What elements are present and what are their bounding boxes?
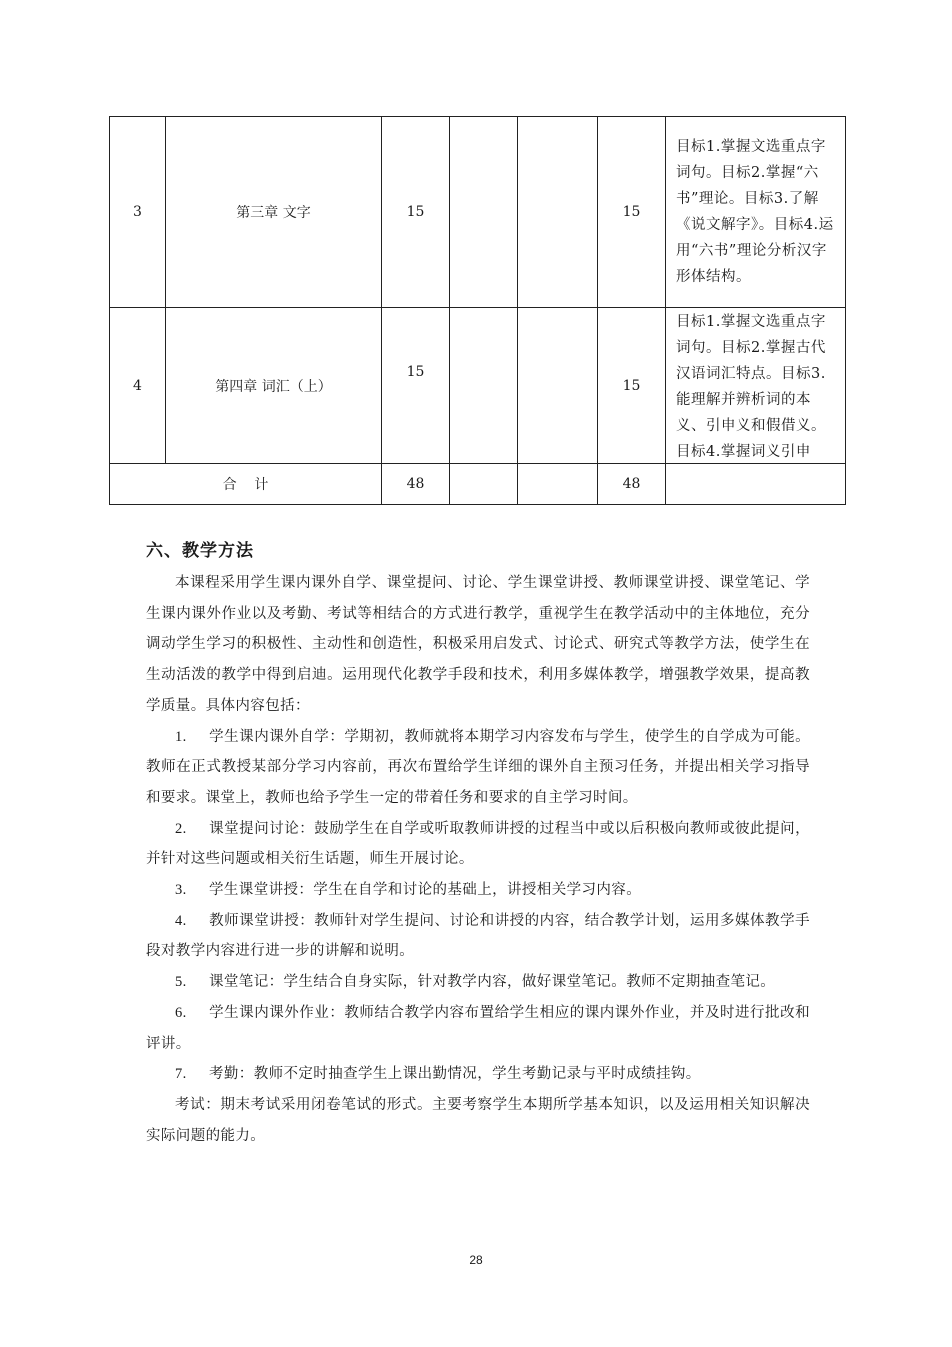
list-item [146,998,810,1059]
table-row [110,117,846,308]
page-number: 28 [469,1253,483,1267]
total-goals [666,464,846,505]
hours-total: 15 [382,117,450,308]
item-number: 2. [175,820,187,837]
closing-paragraph: 考试：期末考试采用闭卷笔试的形式。主要考察学生本期所学基本知识，以及运用相关知识解决实际问题的能力。 [146,1096,810,1144]
goals-cell [666,117,846,308]
list-item [146,1059,810,1090]
chapter-title: 第三章 文字 [166,117,382,308]
hours-col4 [450,117,518,308]
total-col5 [518,464,598,505]
total-lecture: 48 [598,464,666,505]
table-total-row [110,464,846,505]
item-text: 学生课内课外作业：教师结合教学内容布置给学生相应的课内课外作业，并及时进行批改和评讲。 [146,1004,810,1052]
total-hours: 48 [382,464,450,505]
hours-total: 15 [406,363,425,380]
row-number: 4 [110,308,166,464]
hours-lecture: 15 [598,308,666,464]
section-body [146,568,810,1151]
item-number: 6. [175,1004,187,1021]
item-number: 5. [175,974,187,991]
intro-paragraph: 本课程采用学生课内课外自学、课堂提问、讨论、学生课堂讲授、教师课堂讲授、课堂笔记、学生课内课外作业以及考勤、考试等相结合的方式进行教学，重视学生在教学活动中的主体地位，充分调动学生学习的积极性、主动性和创造性，积极采用启发式、讨论式、研究式等教学方法，使学生在生动活泼的教学中得到启迪。运用现代化教学手段和技术，利用多媒体教学，增强教学效果，提高教学质量。具体内容包括： [146,575,810,714]
total-label: 合 计 [110,464,382,505]
item-number: 1. [175,728,187,745]
list-item [146,814,810,875]
section-heading: 六、教学方法 [146,541,254,561]
hours-col5 [518,308,598,464]
item-number: 7. [175,1066,187,1083]
goals-cell [666,308,846,464]
goals-text: 目标1.掌握文选重点字词句。目标2.掌握“六书”理论。目标3.了解《说文解字》。目标4.运用“六书”理论分析汉字形体结构。 [676,139,834,285]
syllabus-table [109,116,846,505]
item-text: 学生课堂讲授：学生在自学和讨论的基础上，讲授相关学习内容。 [209,882,642,899]
item-text: 课堂笔记：学生结合自身实际，针对教学内容，做好课堂笔记。教师不定期抽查笔记。 [209,974,776,991]
row-number: 3 [110,117,166,308]
table-row [110,308,846,464]
item-text: 课堂提问讨论：鼓励学生在自学或听取教师讲授的过程当中或以后积极向教师或彼此提问，并针对这些问题或相关衍生话题，师生开展讨论。 [146,820,810,868]
goals-text: 目标1.掌握文选重点字词句。目标2.掌握古代汉语词汇特点。目标3.能理解并辨析词的本义、引申义和假借义。目标4.掌握词义引申 [676,313,826,459]
hours-lecture: 15 [598,117,666,308]
item-text: 学生课内课外自学：学期初，教师就将本期学习内容发布与学生，使学生的自学成为可能。教师在正式教授某部分学习内容前，再次布置给学生详细的课外自主预习任务，并提出相关学习指导和要求。课堂上，教师也给予学生一定的带着任务和要求的自主学习时间。 [146,728,810,806]
list-item [146,906,810,967]
total-col4 [450,464,518,505]
list-item [146,875,810,906]
hours-col5 [518,117,598,308]
hours-total-cell [382,308,450,464]
item-number: 3. [175,882,187,899]
item-number: 4. [175,912,187,929]
list-item [146,967,810,998]
chapter-title: 第四章 词汇（上） [166,308,382,464]
item-text: 教师课堂讲授：教师针对学生提问、讨论和讲授的内容，结合教学计划，运用多媒体教学手段对教学内容进行进一步的讲解和说明。 [146,912,810,960]
list-item [146,722,810,814]
hours-col4 [450,308,518,464]
item-text: 考勤：教师不定时抽查学生上课出勤情况，学生考勤记录与平时成绩挂钩。 [209,1066,701,1083]
